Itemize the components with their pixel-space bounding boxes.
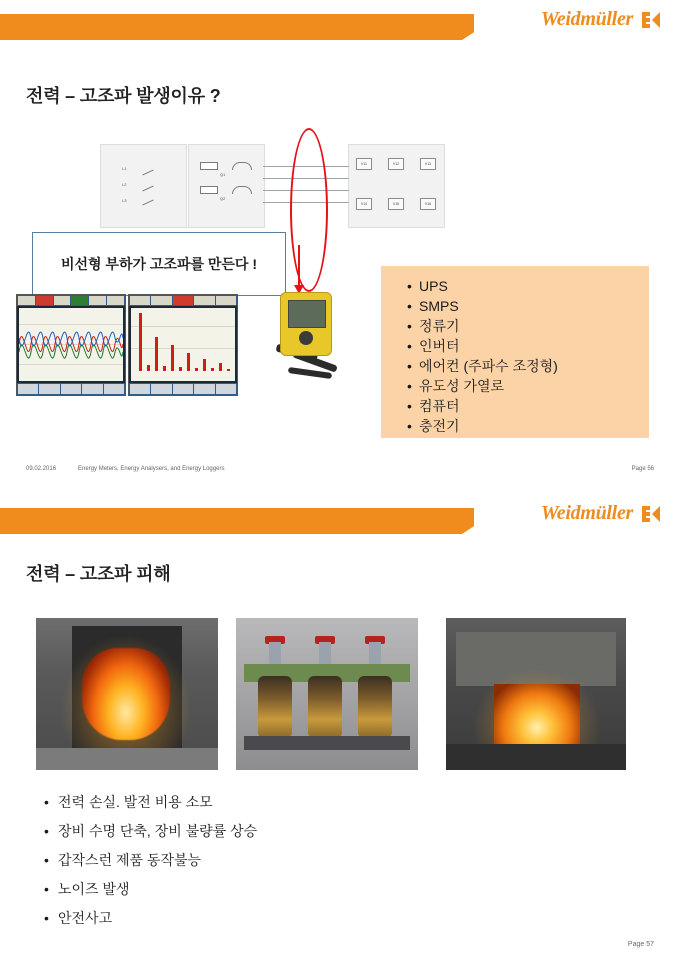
harmonic-bar: [171, 345, 174, 371]
harmonic-bar: [139, 313, 142, 371]
diagram-coil-1: [232, 162, 252, 170]
topbar-cell: [18, 296, 35, 305]
weidmueller-logo-icon: [640, 504, 662, 524]
burnt-coil: [258, 676, 292, 738]
list-item: • SMPS: [407, 296, 649, 316]
harmonic-bar: [155, 337, 158, 371]
diagram-igbt-v11: V11: [356, 158, 372, 170]
damaged-reactor-coils-photo: [236, 618, 418, 770]
slide-header-1: [0, 0, 680, 40]
callout-text: 비선형 부하가 고조파를 만든다 !: [60, 256, 258, 272]
diagram-label-l3: L3: [122, 198, 127, 203]
waveform-traces: [19, 308, 123, 382]
bullet-list: [44, 788, 604, 933]
orange-header-band: [0, 14, 500, 40]
page-title-1: 전력 – 고조파 발생이유 ?: [26, 86, 221, 106]
brand-name: Weidmüller: [540, 8, 633, 30]
harmonic-bar: [203, 359, 206, 371]
callout-box: [32, 232, 286, 296]
topbar-cell: [54, 296, 71, 305]
induction-furnace-photo: [446, 618, 626, 770]
diagram-resistor-2: [200, 186, 218, 194]
harmonic-bar: [195, 368, 198, 371]
footer-date: 09.02.2016: [26, 466, 57, 472]
analyser-body: [280, 292, 332, 356]
botbar-cell: [104, 384, 124, 394]
list-item: • 컴퓨터: [407, 396, 649, 416]
list-item: • 장비 수명 단축, 장비 불량률 상승: [44, 817, 604, 846]
topbar-cell: [89, 296, 106, 305]
botbar-cell: [39, 384, 59, 394]
slide-footer-1: [26, 466, 224, 472]
harmonic-bar: [187, 353, 190, 371]
botbar-cell: [61, 384, 81, 394]
topbar-cell: [36, 296, 53, 305]
list-item: • 인버터: [407, 336, 649, 356]
diagram-label-q2: Q2: [220, 196, 226, 201]
analyser-harmonics-screenshot: [128, 294, 238, 396]
brand-name: Weidmüller: [540, 502, 633, 524]
topbar-cell: [71, 296, 88, 305]
footer-doc-title: Energy Meters, Energy Analysers, and Energy Loggers: [78, 466, 225, 472]
diagram-igbt-v16: V16: [420, 198, 436, 210]
topbar-cell: [194, 296, 214, 305]
photo-floor: [36, 748, 218, 770]
red-highlight-ellipse: [290, 128, 328, 292]
harmonic-bar: [163, 366, 166, 371]
diagram-igbt-v12: V12: [388, 158, 404, 170]
analyser-waveform-screenshot: [16, 294, 126, 396]
list-item: • 충전기: [407, 416, 649, 436]
diagram-igbt-v13: V13: [420, 158, 436, 170]
harmonic-bar: [147, 365, 150, 371]
analyser-botbar-1: [17, 383, 125, 395]
harmonic-damage-list: [44, 788, 604, 933]
list-item: • 유도성 가열로: [407, 376, 649, 396]
analyser-knob: [299, 331, 313, 345]
list-item: • UPS: [407, 276, 649, 296]
botbar-cell: [82, 384, 102, 394]
reactor-base: [244, 736, 410, 750]
footer-page-number-1: Page 56: [631, 466, 654, 472]
list-item: • 안전사고: [44, 904, 604, 933]
analyser-screen-1: [19, 308, 123, 381]
harmonic-bars: [137, 311, 231, 371]
harmonic-bar: [211, 368, 214, 371]
topbar-cell: [173, 296, 193, 305]
diagram-label-l1: L1: [122, 166, 127, 171]
list-item: • 갑작스런 제품 동작불능: [44, 846, 604, 875]
harmonic-bar: [179, 367, 182, 371]
harmonic-bar: [219, 363, 222, 371]
diagram-block-source: [100, 144, 187, 228]
orange-header-band: [0, 508, 500, 534]
slide-header-2: [0, 494, 680, 534]
brand-lockup: [541, 502, 662, 525]
list-item: • 전력 손실. 발전 비용 소모: [44, 788, 604, 817]
topbar-cell: [216, 296, 236, 305]
diagram-coil-2: [232, 186, 252, 194]
diagram-label-q1: Q1: [220, 172, 226, 177]
red-arrow-icon: [298, 245, 300, 287]
botbar-cell: [18, 384, 38, 394]
slide-page-2: [0, 494, 680, 962]
footer-page-number-2: Page 57: [627, 941, 654, 948]
list-item: • 정류기: [407, 316, 649, 336]
diagram-block-inverter: [348, 144, 445, 228]
page-title-2: 전력 – 고조파 피해: [26, 564, 171, 584]
list-item: • 에어컨 (주파수 조정형): [407, 356, 649, 376]
harmonic-bar: [227, 369, 230, 371]
botbar-cell: [151, 384, 171, 394]
analyser-topbar-1: [17, 295, 125, 306]
nonlinear-load-list-box: [381, 266, 649, 438]
list-item: • 노이즈 발생: [44, 875, 604, 904]
diagram-label-l2: L2: [122, 182, 127, 187]
diagram-igbt-v14: V14: [356, 198, 372, 210]
botbar-cell: [216, 384, 236, 394]
topbar-cell: [107, 296, 124, 305]
photo-floor: [446, 744, 626, 770]
brand-lockup: [541, 8, 662, 31]
flame-shape: [82, 648, 170, 740]
analyser-display: [288, 300, 326, 328]
botbar-cell: [130, 384, 150, 394]
botbar-cell: [194, 384, 214, 394]
burnt-coil: [358, 676, 392, 738]
topbar-cell: [151, 296, 171, 305]
analyser-topbar-2: [129, 295, 237, 306]
burning-switchgear-photo: [36, 618, 218, 770]
botbar-cell: [173, 384, 193, 394]
diagram-igbt-v15: V15: [388, 198, 404, 210]
burnt-coil: [308, 676, 342, 738]
diagram-resistor-1: [200, 162, 218, 170]
molten-metal: [494, 684, 580, 746]
weidmueller-logo-icon: [640, 10, 662, 30]
analyser-botbar-2: [129, 383, 237, 395]
nonlinear-load-list: [381, 266, 649, 436]
topbar-cell: [130, 296, 150, 305]
handheld-analyser-photo: [272, 286, 344, 391]
analyser-screen-2: [131, 308, 235, 381]
